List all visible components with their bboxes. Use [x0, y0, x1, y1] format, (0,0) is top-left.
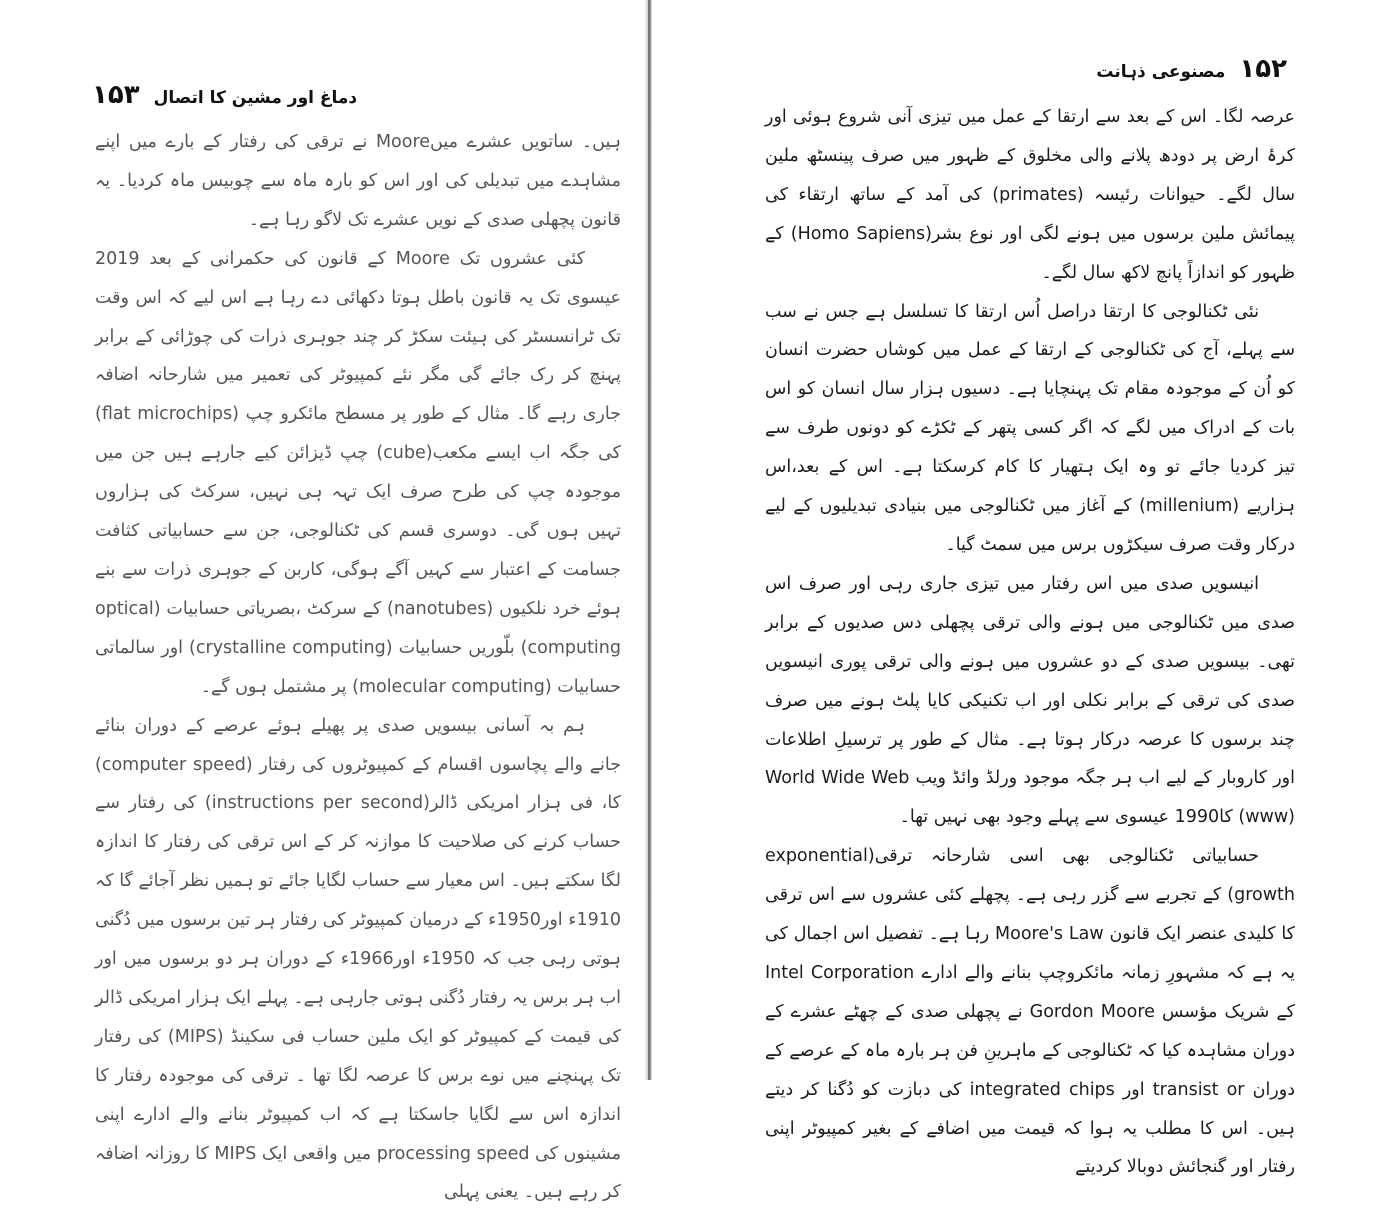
page-number: ۱۵۳ — [92, 80, 140, 110]
paragraph: ہیں۔ ساتویں عشرے میںMoore نے ترقی کی رفتار کے بارے میں اپنے مشاہدے میں تبدیلی کی اور اس کو بارہ ماہ سے چوبیس ماہ کردیا۔ یہ قانون پچھلی صدی کے نویں عشرے تک لاگو رہا ہے۔ — [95, 132, 621, 230]
paragraph: کئی عشروں تک Moore کے قانون کی حکمرانی کے بعد 2019 عیسوی تک یہ قانون باطل ہوتا دکھائی دے رہا ہے اس لیے کہ اس وقت تک ٹرانسسٹر کی ہیئت سکڑ کر چند جوہری ذرات کی چوڑائی کے برابر پہنچ کر رک جائے گی مگر نئے کمپیوٹر کی تعمیر میں شارحانہ اضافہ جاری رہے گا۔ مثال کے طور پر مسطح مائکرو چپ (flat microchips) کی جگہ اب ایسے مکعب(cube) چپ ڈیزائن کیے جارہے ہیں جن میں موجودہ چپ کی طرح صرف ایک تہہ ہی نہیں، سرکٹ کی ہزاروں تہیں ہوں گی۔ دوسری قسم کی ٹکنالوجی، جن سے حسابیاتی کثافت جسامت کے اعتبار سے کہیں آگے ہوگی، کاربن کے جوہری ذرات سے بنے ہوئے خرد نلکیوں (nanotubes) کے سرکٹ ،بصریاتی حسابیات (optical computing) بلّوریں حسابیات (crystalline computing) اور سالماتی حسابیات (molecular computing) پر مشتمل ہوں گے۔ — [95, 248, 621, 697]
left-page-header — [92, 80, 357, 110]
paragraph: حسابیاتی ٹکنالوجی بھی اسی شارحانہ ترقی(exponential growth) کے تجربے سے گزر رہی ہے۔ پچھلے کئی عشروں سے اس ترقی کا کلیدی عنصر ایک قانون Moore's Law رہا ہے۔ تفصیل اس اجمال کی یہ ہے کہ مشہورِ زمانہ مائکروچپ بنانے والے ادارے Intel Corporation کے شریک مؤسس Gordon Moore نے پچھلی صدی کے چھٹے عشرے کے دوران مشاہدہ کیا کہ ٹکنالوجی کے ماہرینِ فن ہر بارہ ماہ کے عرصے کے دوران transist or اور integrated chips کی دبازت کو دُگنا کر دیتے ہیں۔ اس کا مطلب یہ ہوا کہ قیمت میں اضافے کے بغیر کمپیوٹر اپنی رفتار اور گنجائش دوبالا کردیتے — [765, 846, 1296, 1178]
right-page-header — [1096, 54, 1287, 84]
paragraph: ہم بہ آسانی بیسویں صدی پر پھیلے ہوئے عرصے کے دوران بنائے جانے والے پچاسوں اقسام کے کمپیوٹروں کی رفتار (computer speed) کا، فی ہزار امریکی ڈالر(instructions per second) کی رفتار سے حساب کرنے کی صلاحیت کا موازنہ کر کے اس ترقی کی رفتار کا اندازہ لگا سکتے ہیں۔ اس معیار سے حساب لگایا جائے تو ہمیں نظر آجائے گا کہ 1910ء اور1950ء کے درمیان کمپیوٹر کی رفتار ہر تین برسوں میں دُگنی ہوتی رہی جب کہ 1950ء اور1966ء کے دوران ہر دو برسوں میں اور اب ہر برس یہ رفتار دُگنی ہوتی جارہی ہے۔ پہلے ایک ہزار امریکی ڈالر کی قیمت کے کمپیوٹر کو ایک ملین حساب فی سکینڈ (MIPS) کی رفتار تک پہنچنے میں نوے برس کا عرصہ لگا تھا ۔ ترقی کی موجودہ رفتار کا اندازہ اس سے لگایا جاسکتا ہے کہ اب کمپیوٹر بنانے والے ادارے اپنی مشینوں کی processing speed میں واقعی ایک MIPS کا روزانہ اضافہ کر رہے ہیں۔ یعنی پہلی — [95, 715, 621, 1203]
paragraph: انیسویں صدی میں اس رفتار میں تیزی جاری رہی اور صرف اس صدی میں ٹکنالوجی میں ہونے والی ترقی پچھلی دس صدیوں کے برابر تھی۔ بیسویں صدی کے دو عشروں میں ہونے والی ترقی پوری انیسویں صدی کی ترقی کے برابر نکلی اور اب تکنیکی کایا پلٹ ہونے میں صرف چند برسوں کا عرصہ درکار ہوتا ہے۔ مثال کے طور پر ترسیلِ اطلاعات اور کاروبار کے لیے اب ہر جگہ موجود ورلڈ وائڈ ویب World Wide Web (www) کا1990 عیسوی سے پہلے وجود بھی نہیں تھا۔ — [765, 573, 1295, 828]
page-number: ۱۵۲ — [1239, 54, 1287, 84]
left-page-body — [95, 123, 621, 1212]
running-title: مصنوعی ذہانت — [1096, 62, 1226, 82]
paragraph: عرصہ لگا۔ اس کے بعد سے ارتقا کے عمل میں تیزی آنی شروع ہوئی اور کرۂ ارض پر دودھ پلانے والی مخلوق کے ظہور میں صرف پینسٹھ ملین سال لگے۔ حیوانات رئیسہ (primates) کی آمد کے ساتھ ارتقاء کی پیمائش ملین برسوں میں ہونے لگی اور نوع بشر(Homo Sapiens) کے ظہور کو اندازاً پانچ لاکھ سال لگے۔ — [765, 107, 1295, 283]
right-page — [652, 0, 1383, 1178]
right-page-body — [765, 98, 1295, 1187]
paragraph: نئی ٹکنالوجی کا ارتقا دراصل اُس ارتقا کا تسلسل ہے جس نے سب سے پہلے، آج کی ٹکنالوجی کے ارتقا کے عمل میں کوشاں حضرت انسان کو اُن کے موجودہ مقام تک پہنچایا ہے۔ دسیوں ہزار سال انسان کو اس بات کے ادراک میں لگے کہ اگر کسی پتھر کے ٹکڑے کو دونوں طرف سے تیز کردیا جائے تو وہ ایک ہتھیار کا کام کرسکتا ہے۔ اس کے بعد،اس ہزاریے (millenium) کے آغاز میں ٹکنالوجی میں بنیادی تبدیلیوں کے لیے درکار وقت صرف سیکڑوں برس میں سمٹ گیا۔ — [765, 301, 1295, 555]
left-page — [0, 0, 650, 1203]
book-spine — [644, 0, 652, 1080]
running-title: دماغ اور مشین کا اتصال — [153, 88, 358, 108]
